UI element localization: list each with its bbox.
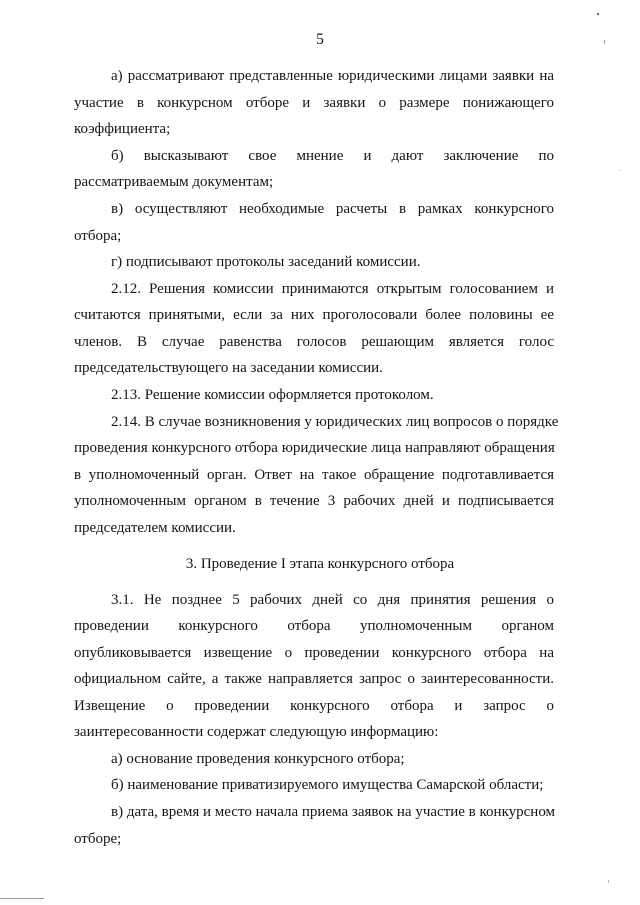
- text-line: считаются принятыми, если за них проголосовали более половины ее: [74, 307, 554, 323]
- text-line: Извещение о проведении конкурсного отбора и запрос о: [74, 698, 554, 714]
- text-line: г) подписывают протоколы заседаний комиссии.: [111, 254, 421, 270]
- text-line: официальном сайте, а также направляется запрос о заинтересованности.: [74, 671, 554, 687]
- text-line: проведении конкурсного отбора уполномоченным органом: [74, 618, 554, 634]
- text-line: опубликовывается извещение о проведении конкурсного отбора на: [74, 645, 554, 661]
- text-line: в) дата, время и место начала приема заявок на участие в конкурсном: [111, 804, 556, 820]
- text-line: 3.1. Не позднее 5 рабочих дней со дня принятия решения о: [111, 592, 554, 608]
- text-line: а) рассматривают представленные юридическими лицами заявки на: [111, 68, 554, 84]
- text-line: 2.14. В случае возникновения у юридических лиц вопросов о порядке: [111, 414, 559, 430]
- scan-edge: [0, 898, 44, 899]
- text-line: б) высказывают свое мнение и дают заключение по: [111, 148, 554, 164]
- text-line: рассматриваемым документам;: [74, 174, 274, 190]
- text-line: коэффициента;: [74, 121, 171, 137]
- text-line: заинтересованности содержат следующую информацию:: [74, 724, 439, 740]
- text-line: участие в конкурсном отборе и заявки о размере понижающего: [74, 95, 554, 111]
- text-line: 2.13. Решение комиссии оформляется протоколом.: [111, 387, 434, 403]
- text-line: председателем комиссии.: [74, 520, 236, 536]
- text-line: проведения конкурсного отбора юридические лица направляют обращения: [74, 440, 555, 456]
- text-line: председательствующего на заседании комиссии.: [74, 360, 383, 376]
- text-line: отборе;: [74, 831, 122, 847]
- text-line: членов. В случае равенства голосов решающим является голос: [74, 334, 554, 350]
- text-line: а) основание проведения конкурсного отбора;: [111, 751, 405, 767]
- page-number: 5: [316, 31, 324, 48]
- scan-speck: [620, 170, 621, 171]
- scan-speck: [604, 40, 605, 44]
- text-line: уполномоченным органом в течение 3 рабочих дней и подписывается: [74, 493, 554, 509]
- scan-speck: [608, 880, 609, 883]
- section-heading: 3. Проведение I этапа конкурсного отбора: [185, 556, 455, 572]
- text-line: в уполномоченный орган. Ответ на такое обращение подготавливается: [74, 467, 554, 483]
- text-line: 2.12. Решения комиссии принимаются открытым голосованием и: [111, 281, 554, 297]
- text-line: б) наименование приватизируемого имущества Самарской области;: [111, 777, 544, 793]
- text-line: в) осуществляют необходимые расчеты в рамках конкурсного: [111, 201, 554, 217]
- scan-speck: [597, 13, 599, 15]
- text-line: отбора;: [74, 228, 122, 244]
